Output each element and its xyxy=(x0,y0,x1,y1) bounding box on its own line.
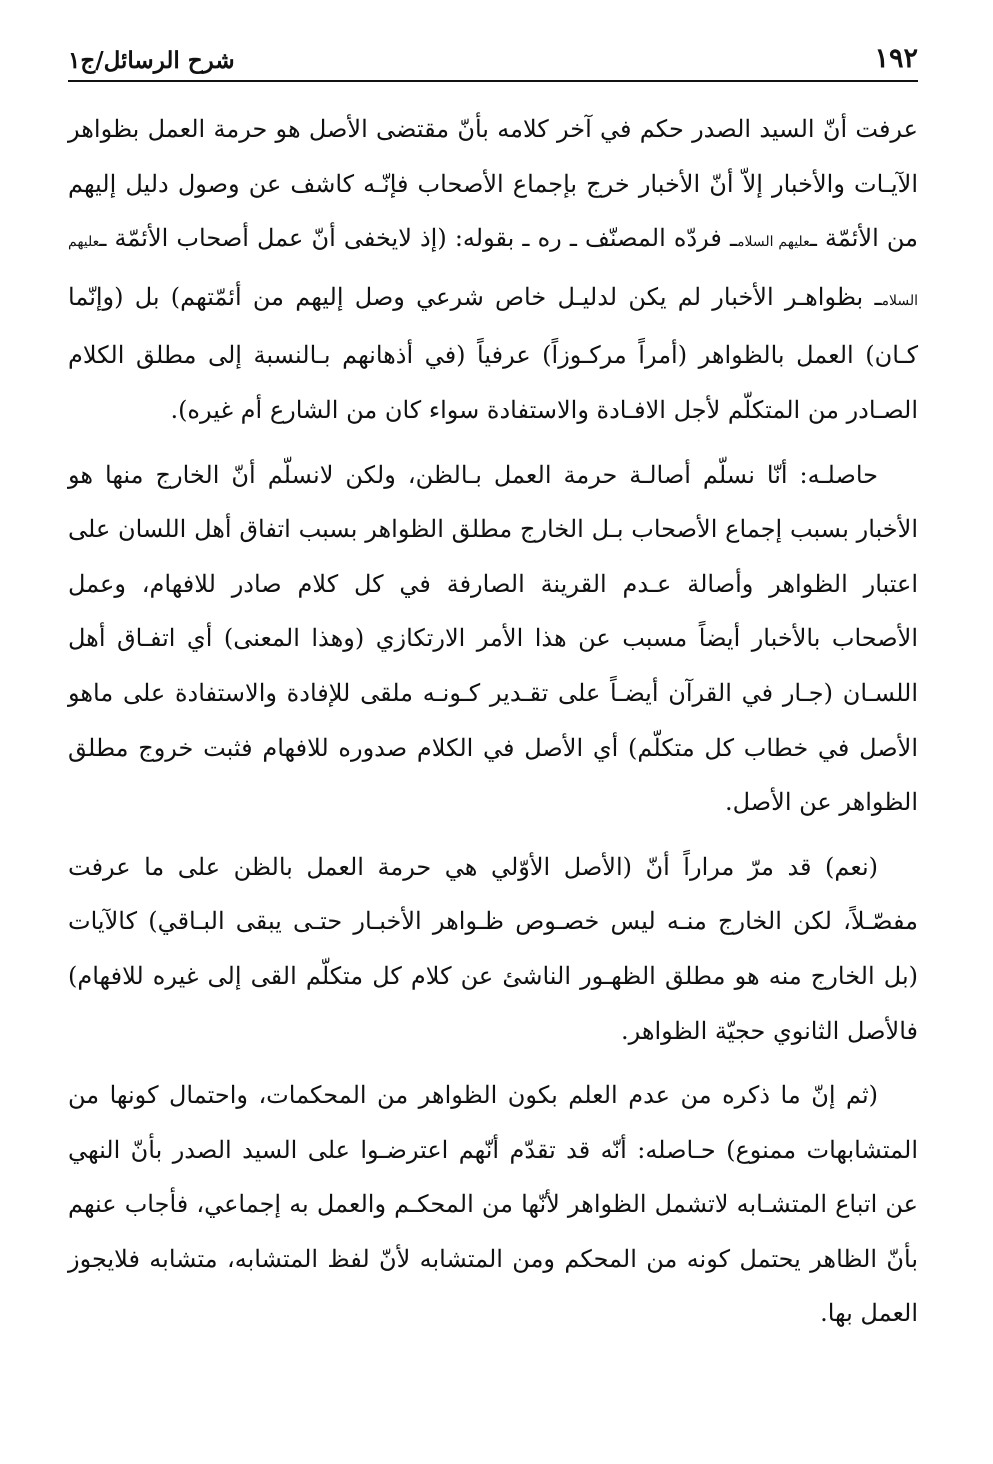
running-title: شرح الرسائل/ج١ xyxy=(68,47,235,74)
honorific-note: عليهم السلام xyxy=(68,234,918,309)
paragraph-4: (ثم إنّ ما ذكره من عدم العلم بكون الظواهر من المحكمات، واحتمال كونها من المتشابهات ممنوع) حـاصله: أنّه قد تقدّم أنّهم اعترضـوا على السيد الصدر بأنّ النهي عن اتباع المتشـابه لاتشمل الظواهر لأنّها من المحكـم والعمل به إجماعي، فأجاب عنهم بأنّ الظاهر يحتمل كونه من المحكم ومن المتشابه لأنّ لفظ المتشابه، متشابه فلايجوز العمل بها. xyxy=(68,1081,918,1328)
paragraph-1 xyxy=(68,102,918,438)
honorific-note: عليهم السلام xyxy=(737,234,810,251)
page-header xyxy=(68,40,918,82)
book-page xyxy=(68,40,918,1430)
paragraph-1-part-e: ـ بظواهـر الأخبار لم يكن لدليـل خاص شرعي وصل إليهم من أئمّتهم) بل (وإنّما كـان) العمل بالظواهر (أمراً مركـوزاً) عرفياً (في أذهانهم بـالنسبة إلى مطلق الكلام الصـادر من المتكلّم لأجل الافـادة والاستفادة سواء كان من الشارع أم غيره). xyxy=(68,282,918,424)
page-number: ١٩٢ xyxy=(874,43,918,74)
paragraph-1-part-c: ـ فردّه المصنّف ـ ره ـ بقوله: (إذ لايخفى أنّ عمل أصحاب الأئمّة ـ xyxy=(99,224,737,253)
body-text xyxy=(68,102,918,1341)
paragraph-2: حاصلـه: أنّا نسلّم أصالـة حرمة العمل بـالظن، ولكن لانسلّم أنّ الخارج منها هو الأخبار بسبب إجماع الأصحاب بـل الخارج مطلق الظواهر بسبب اتفاق أهل اللسان على اعتبار الظواهر وأصالة عـدم القرينة الصارفة في كل كلام صادر للافهام، وعمل الأصحاب بالأخبار أيضاً مسبب عن هذا الأمر الارتكازي (وهذا المعنى) أي اتفـاق أهل اللسـان (جـار في القرآن أيضـاً على تقـدير كـونـه ملقى للإفادة والاستفادة على ماهو الأصل في خطاب كل متكلّم) أي الأصل في الكلام صدوره للافهام فثبت خروج مطلق الظواهر عن الأصل. xyxy=(68,460,918,817)
paragraph-1-part-a: عرفت أنّ السيد الصدر حكم في آخر كلامه بأنّ مقتضى الأصل هو حرمة العمل بظواهر الآيـات والأخبار إلاّ أنّ الأخبار خرج بإجماع الأصحاب فإنّـه كاشف عن وصول دليل إليهم من الأئمّة ـ xyxy=(68,115,918,253)
paragraph-3: (نعم) قد مرّ مراراً أنّ (الأصل الأوّلي هي حرمة العمل بالظن على ما عرفت مفصّـلاً، لكن الخارج منـه ليس خصـوص ظـواهر الأخبـار حتـى يبقى البـاقي) كالآيات (بل الخارج منه هو مطلق الظهـور الناشئ عن كلام كل متكلّم القى إلى غيره للافهام) فالأصل الثانوي حجيّة الظواهر. xyxy=(68,852,918,1045)
